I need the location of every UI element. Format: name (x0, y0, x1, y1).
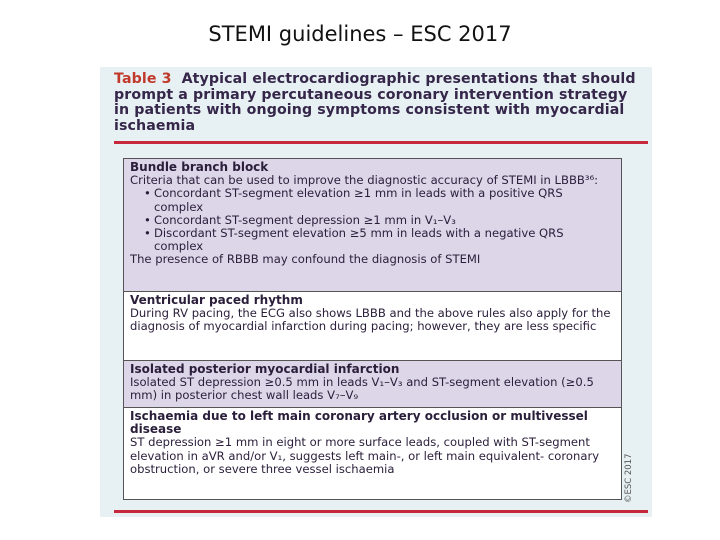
esc-copyright-mark (624, 455, 636, 505)
criteria-item: • Concordant ST-segment elevation ≥1 mm in leads with a positive QRS complex (144, 187, 615, 213)
esc-copyright-text: ©ESC 2017 (624, 453, 634, 503)
section-ventricular-paced-rhythm (124, 292, 621, 361)
criteria-item: • Concordant ST-segment depression ≥1 mm in V₁–V₃ (144, 214, 615, 227)
criteria-item: • Discordant ST-segment elevation ≥5 mm in leads with a negative QRS complex (144, 227, 615, 253)
slide-title: STEMI guidelines – ESC 2017 (208, 22, 512, 46)
section-bundle-branch-block (124, 159, 621, 292)
section-isolated-posterior-mi (124, 361, 621, 408)
section-heading: Bundle branch block (130, 160, 269, 174)
table-caption-block (114, 72, 644, 134)
section-body: Isolated ST depression ≥0.5 mm in leads V₁–V₃ and ST-segment elevation (≥0.5 mm) in posterior chest wall leads V₇–V₉ (130, 375, 594, 403)
section-intro: Criteria that can be used to improve the diagnostic accuracy of STEMI in LBBB³⁶: (130, 173, 599, 188)
table-image-panel (100, 67, 652, 517)
section-body: ST depression ≥1 mm in eight or more surface leads, coupled with ST-segment elevation in aVR and/or V₁, suggests left main-, or left main equivalent- coronary obstruction, or severe three vessel ischaemia (130, 435, 600, 476)
section-left-main-ischaemia (124, 408, 621, 499)
caption-divider-bottom (114, 510, 648, 513)
section-heading: Ischaemia due to left main coronary artery occlusion or multivessel disease (130, 409, 588, 437)
criteria-list (130, 187, 615, 253)
criteria-table (123, 158, 622, 500)
section-heading: Isolated posterior myocardial infarction (130, 362, 400, 376)
caption-divider-top (114, 141, 648, 144)
section-note: The presence of RBBB may confound the diagnosis of STEMI (130, 252, 481, 267)
table-caption: Atypical electrocardiographic presentations that should prompt a primary percutaneous coronary intervention strategy in patients with ongoing symptoms consistent with myocardial ischaemia (114, 71, 636, 134)
section-heading: Ventricular paced rhythm (130, 293, 303, 307)
table-number: Table 3 (114, 71, 172, 87)
section-body: During RV pacing, the ECG also shows LBBB and the above rules also apply for the diagnosis of myocardial infarction during pacing; however, they are less specific (130, 306, 611, 334)
